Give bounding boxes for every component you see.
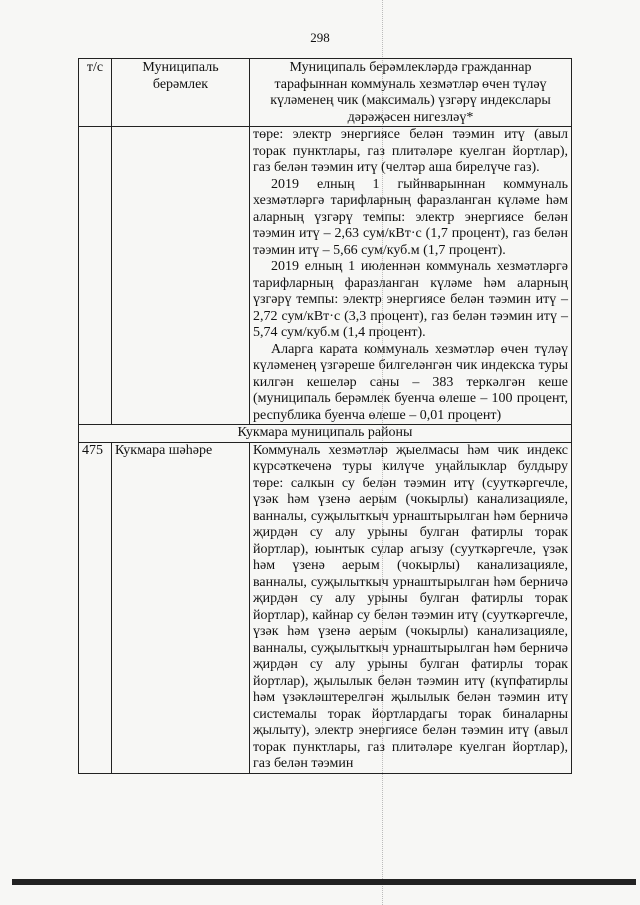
continuation-paragraph: 2019 елның 1 гыйнварыннан коммуналь хезмәтләргә тарифларның фаразланган күләме һәм аларның үзгәрү темпы: электр энергиясе белән тәэмин итү – 2,63 сум/кВт·с (1,7 процент), газ белән тәэмин итү – 5,66 сум/куб.м (1,7 процент).	[253, 176, 568, 258]
cell-number-empty	[79, 127, 112, 425]
cell-continuation-text	[250, 127, 572, 425]
header-number: т/с	[79, 59, 112, 127]
row-text: Коммуналь хезмәтләр җыелмасы һәм чик индекс күрсәткеченә туры килүче уңайлыклар булдыру төре: салкын су белән тәэмин итү (сууткәргечле, үзәк һәм үзенә аерым (чокырлы) канализацияле, ванналы, суҗылыткыч урнаштырылган һәм берничә җирдән су алу урыны булган фатирлы торак йортлар), юынтык сулар агызу (сууткәргечле, үзәк һәм үзенә аерым (чокырлы) канализацияле, ванналы, суҗылыткыч урнаштырылган һәм берничә җирдән су алу урыны булган фатирлы торак йортлар), кайнар су белән тәэмин итү (сууткәргечле, үзәк һәм үзенә аерым (чокырлы) канализацияле, ванналы, суҗылыткыч урнаштырылган һәм берничә җирдән су алу урыны булган фатирлы торак йортлар), җылылык белән тәэмин итү (күпфатирлы һәм үзәкләштерелгән җылылык белән тәэмин итү системалы торак йортлардагы торак биналарны җылыту), электр энергиясе белән тәэмин итү (авыл торак пунктлары, газ плитәләре куелган йортлар), газ белән тәэмин	[253, 442, 568, 771]
bottom-border-line	[12, 879, 636, 885]
district-heading: Кукмара муниципаль районы	[79, 425, 572, 443]
tariff-index-table	[78, 58, 572, 774]
table-row	[79, 442, 572, 773]
header-indices: Муниципаль берәмлекләрдә гражданнар тарафыннан коммуналь хезмәтләр өчен түләү күләменең чик (максималь) үзгәрү индекслары дәрәҗәсен нигезләү*	[250, 59, 572, 127]
row-text-cell	[250, 442, 572, 773]
cell-municipality-empty	[112, 127, 250, 425]
page-number: 298	[310, 30, 330, 45]
header-municipality: Муниципаль берәмлек	[112, 59, 250, 127]
row-number: 475	[79, 442, 112, 773]
row-municipality: Кукмара шәһәре	[112, 442, 250, 773]
continuation-paragraph: Аларга карата коммуналь хезмәтләр өчен түләү күләменең үзгәреше билгеләнгән чик индекска туры килгән кешеләр саны – 383 теркәлгән кеше (муниципаль берәмлек буенча өлеше – 100 процент, республика буенча өлеше – 0,01 процент)	[253, 341, 568, 423]
continuation-paragraph: төре: электр энергиясе белән тәэмин итү (авыл торак пунктлары, газ плитәләре куелган йортлар), газ белән тәэмин итү (челтәр аша бирелүче газ).	[253, 127, 568, 175]
table-header-row	[79, 59, 572, 127]
table-row-continuation	[79, 127, 572, 425]
district-heading-row	[79, 425, 572, 443]
continuation-paragraph: 2019 елның 1 июленнән коммуналь хезмәтләргә тарифларның фаразланган күләме һәм аларның үзгәрү темпы: электр энергиясе белән тәэмин итү – 2,72 сум/кВт·с (3,3 процент), газ белән тәэмин итү – 5,74 сум/куб.м (1,4 процент).	[253, 259, 568, 340]
